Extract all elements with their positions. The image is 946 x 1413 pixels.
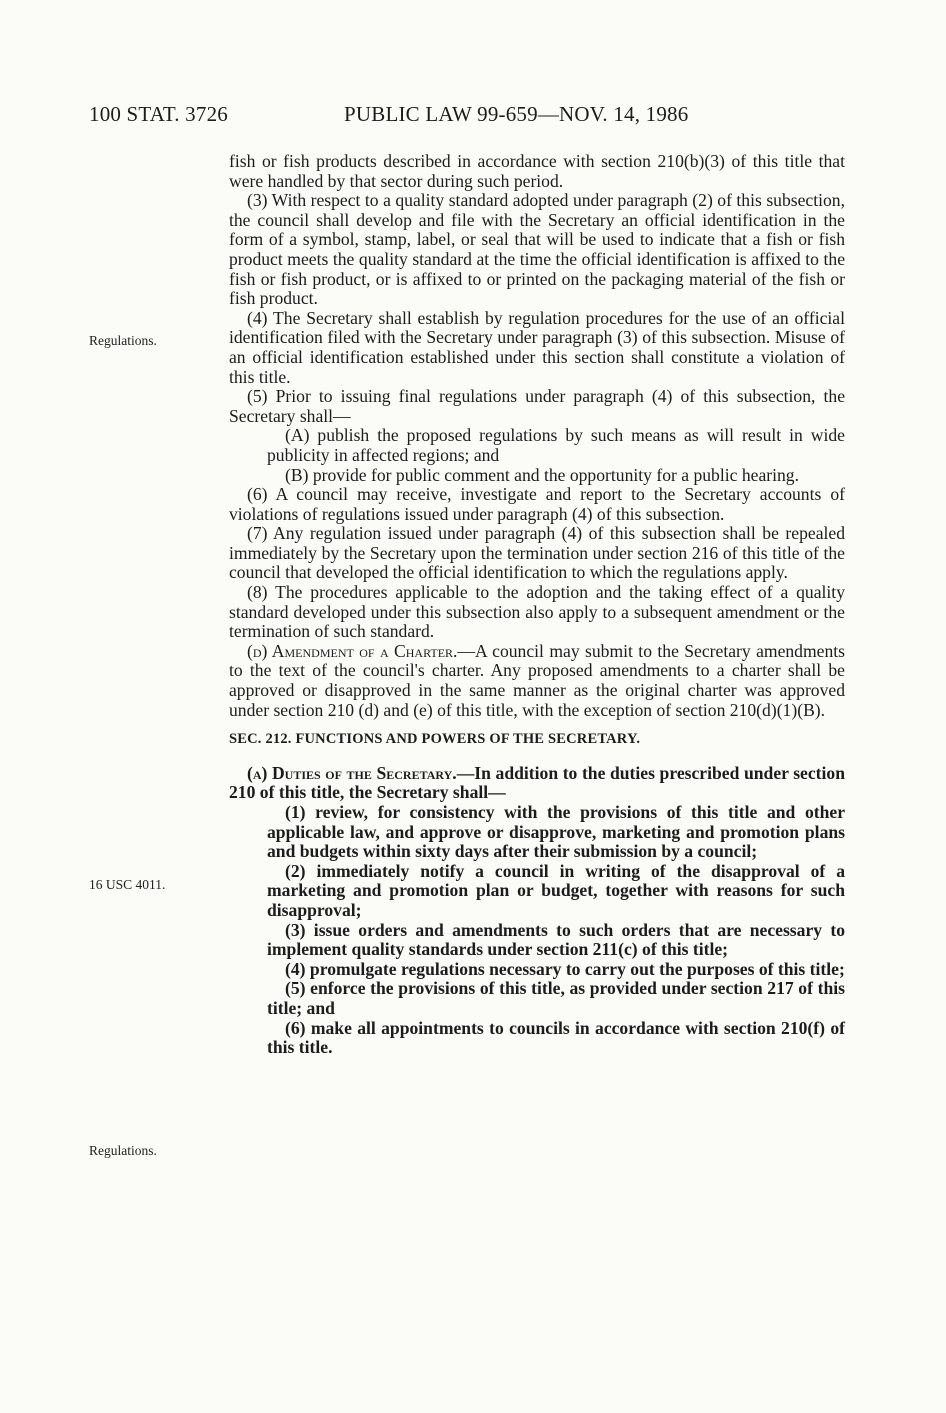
subsection-d-text: —A council may submit to the Secretary amendments to the text of the council's charter. Any proposed amendments to a charter shall be approved or disapproved in the same manner as the original charter was approved under section 210 (d) and (e) of this title, with the exception of section 210(d)(1)(B). bbox=[229, 640, 845, 720]
subsection-d-heading: (d) Amendment of a Charter. bbox=[247, 640, 458, 661]
margin-note-regulations: Regulations. bbox=[89, 1143, 157, 1158]
duty-item-2: (2) immediately notify a council in writing of the disapproval of a marketing and promotion plan or budget, together with reasons for such disapproval; bbox=[267, 860, 845, 920]
paragraph-6: (6) A council may receive, investigate and report to the Secretary accounts of violations of regulations issued under paragraph (4) of this subsection. bbox=[229, 484, 845, 524]
paragraph-7: (7) Any regulation issued under paragraph (4) of this subsection shall be repealed immediately by the Secretary upon the termination under section 216 of this title of the council that developed the official identification to which the regulations apply. bbox=[229, 523, 845, 583]
duty-item-1: (1) review, for consistency with the provisions of this title and other applicable law, and approve or disapprove, marketing and promotion plans and budgets within sixty days after their submission by a council; bbox=[267, 802, 845, 862]
running-header-title: PUBLIC LAW 99-659—NOV. 14, 1986 bbox=[344, 102, 689, 126]
duty-item-3: (3) issue orders and amendments to such orders that are necessary to implement quality standards under section 211(c) of this title; bbox=[267, 919, 845, 960]
subsection-a bbox=[229, 764, 845, 803]
paragraph-3: (3) With respect to a quality standard adopted under paragraph (2) of this subsection, the council shall develop and file with the Secretary an official identification in the form of a symbol, stamp, label, or seal that will be used to indicate that a fish or fish product meets the quality standard at the time the official identification is affixed to the fish or fish product, or is affixed to or printed on the packaging material of the fish or fish product. bbox=[229, 190, 845, 309]
paragraph-8: (8) The procedures applicable to the adoption and the taking effect of a quality standard developed under this subsection also apply to a subsequent amendment or the termination of such standard. bbox=[229, 582, 845, 642]
subparagraph-5b: (B) provide for public comment and the opportunity for a public hearing. bbox=[285, 464, 799, 485]
margin-note-usc-citation: 16 USC 4011. bbox=[89, 877, 166, 892]
subsection-a-heading: (a) Duties of the Secretary. bbox=[247, 762, 457, 783]
subsection-d bbox=[229, 642, 845, 720]
body-text bbox=[229, 152, 845, 1058]
duty-item-4: (4) promulgate regulations necessary to carry out the purposes of this title; bbox=[285, 958, 845, 979]
paragraph-continuation: fish or fish products described in accordance with section 210(b)(3) of this title that were handled by that sector during such period. bbox=[229, 151, 845, 191]
margin-note-regulations: Regulations. bbox=[89, 333, 157, 348]
duty-item-5: (5) enforce the provisions of this title, as provided under section 217 of this title; and bbox=[267, 978, 845, 1018]
subparagraph-5a: (A) publish the proposed regulations by such means as will result in wide publicity in affected regions; and bbox=[267, 425, 845, 465]
duty-item-6: (6) make all appointments to councils in accordance with section 210(f) of this title. bbox=[267, 1017, 845, 1058]
subsection-a-text: —In addition to the duties prescribed under section 210 of this title, the Secretary shall— bbox=[229, 762, 845, 803]
paragraph-4: (4) The Secretary shall establish by regulation procedures for the use of an official identification filed with the Secretary under paragraph (3) of this subsection. Misuse of an official identification established under this section shall constitute a violation of this title. bbox=[229, 307, 845, 387]
statute-page-number: 100 STAT. 3726 bbox=[89, 102, 228, 126]
section-heading: SEC. 212. FUNCTIONS AND POWERS OF THE SECRETARY. bbox=[229, 731, 641, 748]
paragraph-5: (5) Prior to issuing final regulations under paragraph (4) of this subsection, the Secretary shall— bbox=[229, 386, 845, 426]
